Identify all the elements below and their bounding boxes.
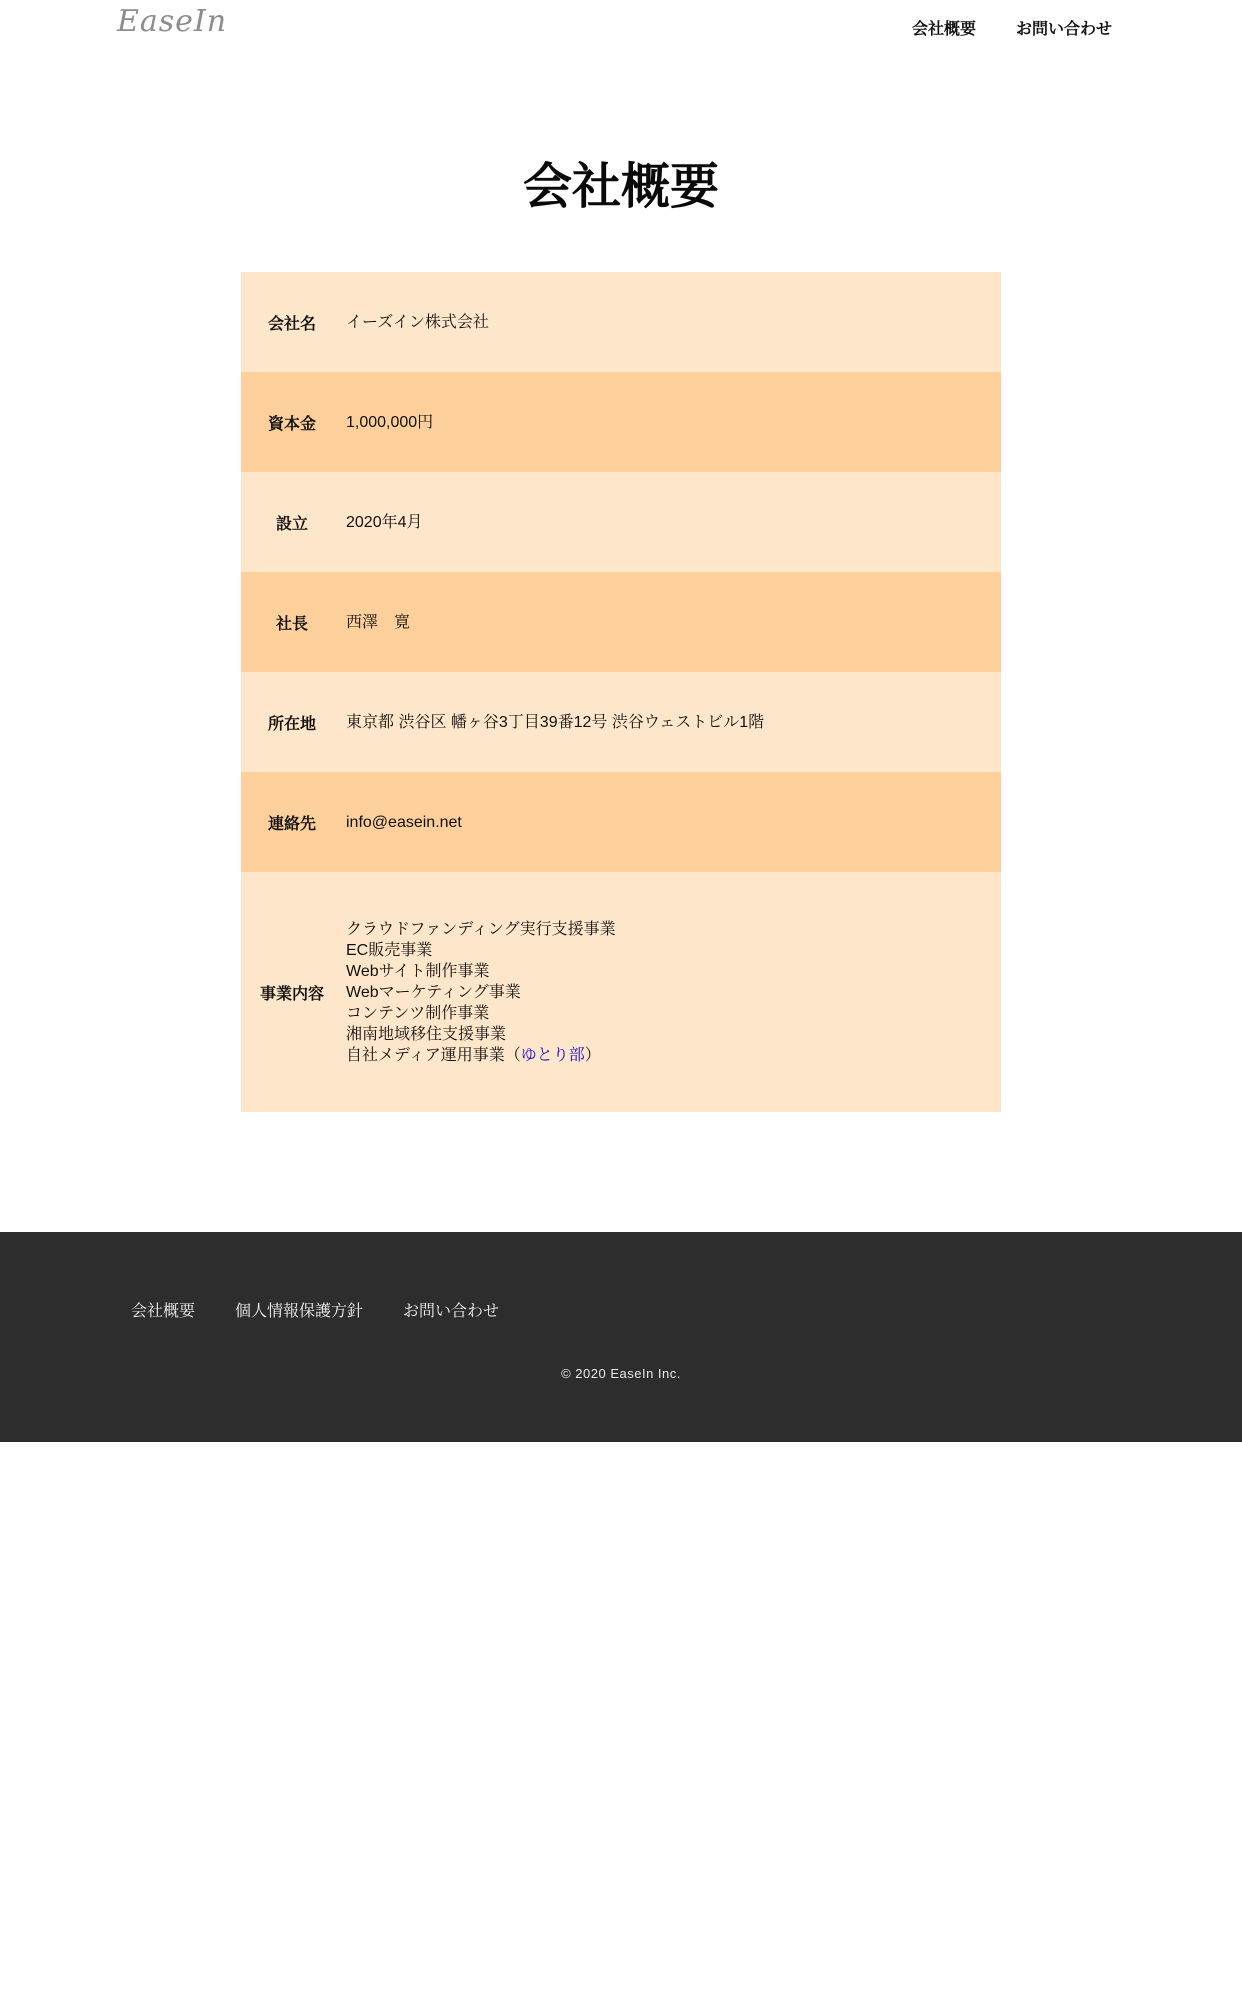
header-nav: [912, 16, 1112, 39]
table-row-company-name: [241, 272, 1001, 372]
site-header: [0, 0, 1242, 56]
nav-link-company[interactable]: 会社概要: [911, 21, 976, 38]
row-value: [343, 919, 616, 1066]
row-value: イーズイン株式会社: [346, 313, 489, 331]
table-row-business: [241, 872, 1001, 1112]
row-label: 連絡先: [267, 815, 316, 833]
footer-link-company[interactable]: 会社概要: [131, 1303, 196, 1320]
row-label: 会社名: [267, 315, 316, 333]
row-value: 東京都 渋谷区 幡ヶ谷3丁目39番12号 渋谷ウェストビル1階: [346, 713, 765, 731]
list-item: [346, 1045, 616, 1066]
footer-link-contact[interactable]: お問い合わせ: [403, 1303, 500, 1320]
row-value: 1,000,000円: [346, 413, 434, 431]
row-label: 所在地: [267, 715, 316, 733]
row-value: 2020年4月: [346, 513, 423, 531]
table-row-founded: [241, 472, 1001, 572]
list-item: クラウドファンディング実行支援事業: [346, 920, 616, 938]
list-item: Webサイト制作事業: [346, 962, 490, 980]
row-label: 社長: [275, 615, 308, 633]
table-row-capital: [241, 372, 1001, 472]
table-row-president: [241, 572, 1001, 672]
nav-link-contact[interactable]: お問い合わせ: [1015, 21, 1112, 38]
table-row-address: [241, 672, 1001, 772]
list-item-text: 自社メディア運用事業（: [346, 1046, 521, 1064]
list-item: コンテンツ制作事業: [346, 1004, 490, 1022]
row-value: 西澤 寛: [346, 613, 411, 631]
row-label: 資本金: [267, 415, 316, 433]
row-value: info@easein.net: [346, 813, 462, 831]
site-footer: [0, 1232, 1242, 1442]
business-list: [346, 919, 616, 1066]
row-label: 事業内容: [259, 985, 324, 1003]
footer-link-privacy[interactable]: 個人情報保護方針: [235, 1303, 364, 1320]
list-item: EC販売事業: [346, 941, 433, 959]
list-item: 湘南地域移住支援事業: [346, 1025, 507, 1043]
list-item: Webマーケティング事業: [346, 983, 521, 1001]
copyright: © 2020 EaseIn Inc.: [561, 1366, 681, 1381]
row-label: 設立: [275, 515, 308, 533]
page-title: 会社概要: [522, 160, 719, 214]
site-logo[interactable]: EaseIn: [117, 4, 228, 39]
company-info-table: [241, 272, 1001, 1112]
list-item-text: ）: [584, 1046, 601, 1064]
footer-nav: [131, 1298, 499, 1321]
yutoribu-link[interactable]: ゆとり部: [520, 1046, 585, 1064]
table-row-contact: [241, 772, 1001, 872]
